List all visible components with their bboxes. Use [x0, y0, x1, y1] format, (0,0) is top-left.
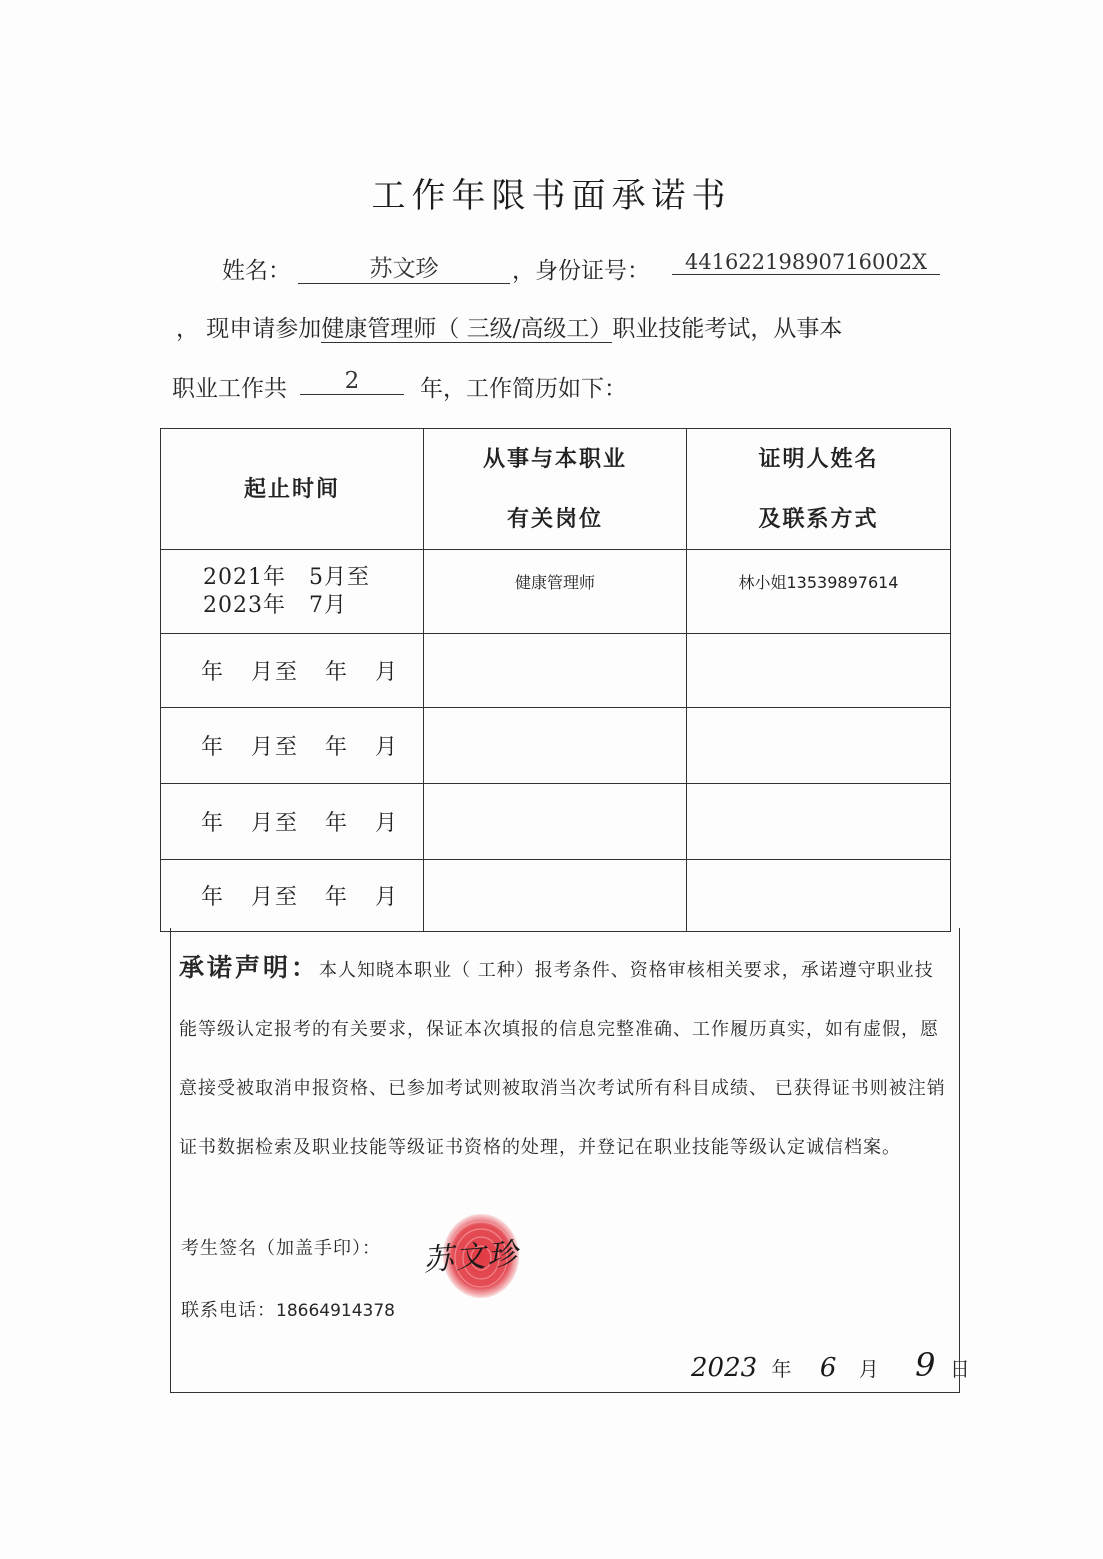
date-year: 2023 — [691, 1353, 758, 1383]
year-label: 年 — [201, 885, 226, 910]
day-unit: 日 — [949, 1357, 970, 1381]
table-row — [161, 634, 951, 708]
row-1-date-line1: 2021年 5月至 — [203, 564, 370, 590]
work-history-table — [160, 428, 951, 932]
row-1-witness: 林小姐13539897614 — [687, 550, 951, 634]
month-label: 月 — [375, 735, 400, 760]
application-line — [176, 310, 842, 343]
row-3-witness — [687, 708, 951, 784]
phone-label: 联系电话： — [181, 1300, 276, 1321]
row-5-position — [424, 860, 687, 932]
header-period: 起止时间 — [161, 429, 424, 550]
signing-date — [691, 1346, 970, 1384]
row-5-period — [161, 860, 424, 932]
row-2-witness — [687, 634, 951, 708]
apply-prefix: ， 现申请参加 — [176, 316, 322, 342]
row-5-witness — [687, 860, 951, 932]
month-label: 月 — [375, 885, 400, 910]
year-label: 年 — [325, 811, 350, 836]
year-label: 年 — [325, 660, 350, 685]
row-2-period — [161, 634, 424, 708]
month-to-label: 月至 — [251, 811, 300, 836]
header-position-line1: 从事与本职业 — [482, 446, 627, 472]
month-to-label: 月至 — [251, 660, 300, 685]
phone-value: 18664914378 — [276, 1301, 395, 1321]
table-row — [161, 860, 951, 932]
id-label: ，身份证号： — [512, 258, 650, 284]
row-1-date-line2: 2023年 7月 — [203, 592, 347, 618]
pledge-statement — [179, 938, 949, 1177]
month-label: 月 — [375, 660, 400, 685]
date-day: 9 — [915, 1346, 936, 1384]
year-label: 年 — [201, 735, 226, 760]
month-unit: 月 — [858, 1357, 879, 1381]
year-unit: 年 — [771, 1357, 792, 1381]
date-month: 6 — [819, 1353, 837, 1383]
years-prefix: 职业工作共 — [172, 376, 287, 402]
name-label: 姓名： — [222, 258, 291, 284]
month-to-label: 月至 — [251, 885, 300, 910]
row-2-position — [424, 634, 687, 708]
row-1-period — [161, 550, 424, 634]
pledge-heading: 承诺声明： — [179, 953, 320, 982]
header-witness-line2: 及联系方式 — [758, 506, 879, 532]
apply-suffix: 职业技能考试，从事本 — [612, 316, 843, 342]
row-4-witness — [687, 784, 951, 860]
table-row — [161, 784, 951, 860]
year-label: 年 — [201, 660, 226, 685]
table-row — [161, 708, 951, 784]
row-4-position — [424, 784, 687, 860]
header-position — [424, 429, 687, 550]
year-label: 年 — [325, 885, 350, 910]
phone-line — [181, 1296, 395, 1322]
document-title: 工作年限书面承诺书 — [371, 176, 732, 216]
pledge-text: 本人知晓本职业（ 工种）报考条件、资格审核相关要求，承诺遵守职业技能等级认定报考的有关要求，保证本次填报的信息完整准确、工作履历真实，如有虚假，愿意接受被取消申报资格、已参加考试则被取消当次考试所有科目成绩、 已获得证书则被注销证书数据检索及职业技能等级证书资格的处理，并登记在职业技能等级认定诚信档案。 — [179, 960, 946, 1158]
signature-area — [419, 1208, 539, 1298]
header-witness-line1: 证明人姓名 — [758, 446, 879, 472]
handwritten-signature: 苏文珍 — [422, 1236, 521, 1279]
month-label: 月 — [375, 811, 400, 836]
row-3-position — [424, 708, 687, 784]
header-witness — [687, 429, 951, 550]
month-to-label: 月至 — [251, 735, 300, 760]
year-label: 年 — [201, 811, 226, 836]
exam-name: 健康管理师（ 三级/高级工） — [321, 316, 613, 342]
years-suffix: 年，工作简历如下： — [420, 376, 627, 402]
row-1-position: 健康管理师 — [424, 550, 687, 634]
header-position-line2: 有关岗位 — [506, 506, 603, 532]
id-number-value: 44162219890716002X — [672, 250, 940, 275]
year-label: 年 — [325, 735, 350, 760]
table-header-row — [161, 429, 951, 550]
signature-label: 考生签名（加盖手印）： — [181, 1238, 381, 1259]
row-4-period — [161, 784, 424, 860]
row-3-period — [161, 708, 424, 784]
table-row — [161, 550, 951, 634]
name-value: 苏文珍 — [298, 250, 510, 284]
years-value: 2 — [300, 368, 404, 395]
pledge-box — [170, 928, 970, 1393]
